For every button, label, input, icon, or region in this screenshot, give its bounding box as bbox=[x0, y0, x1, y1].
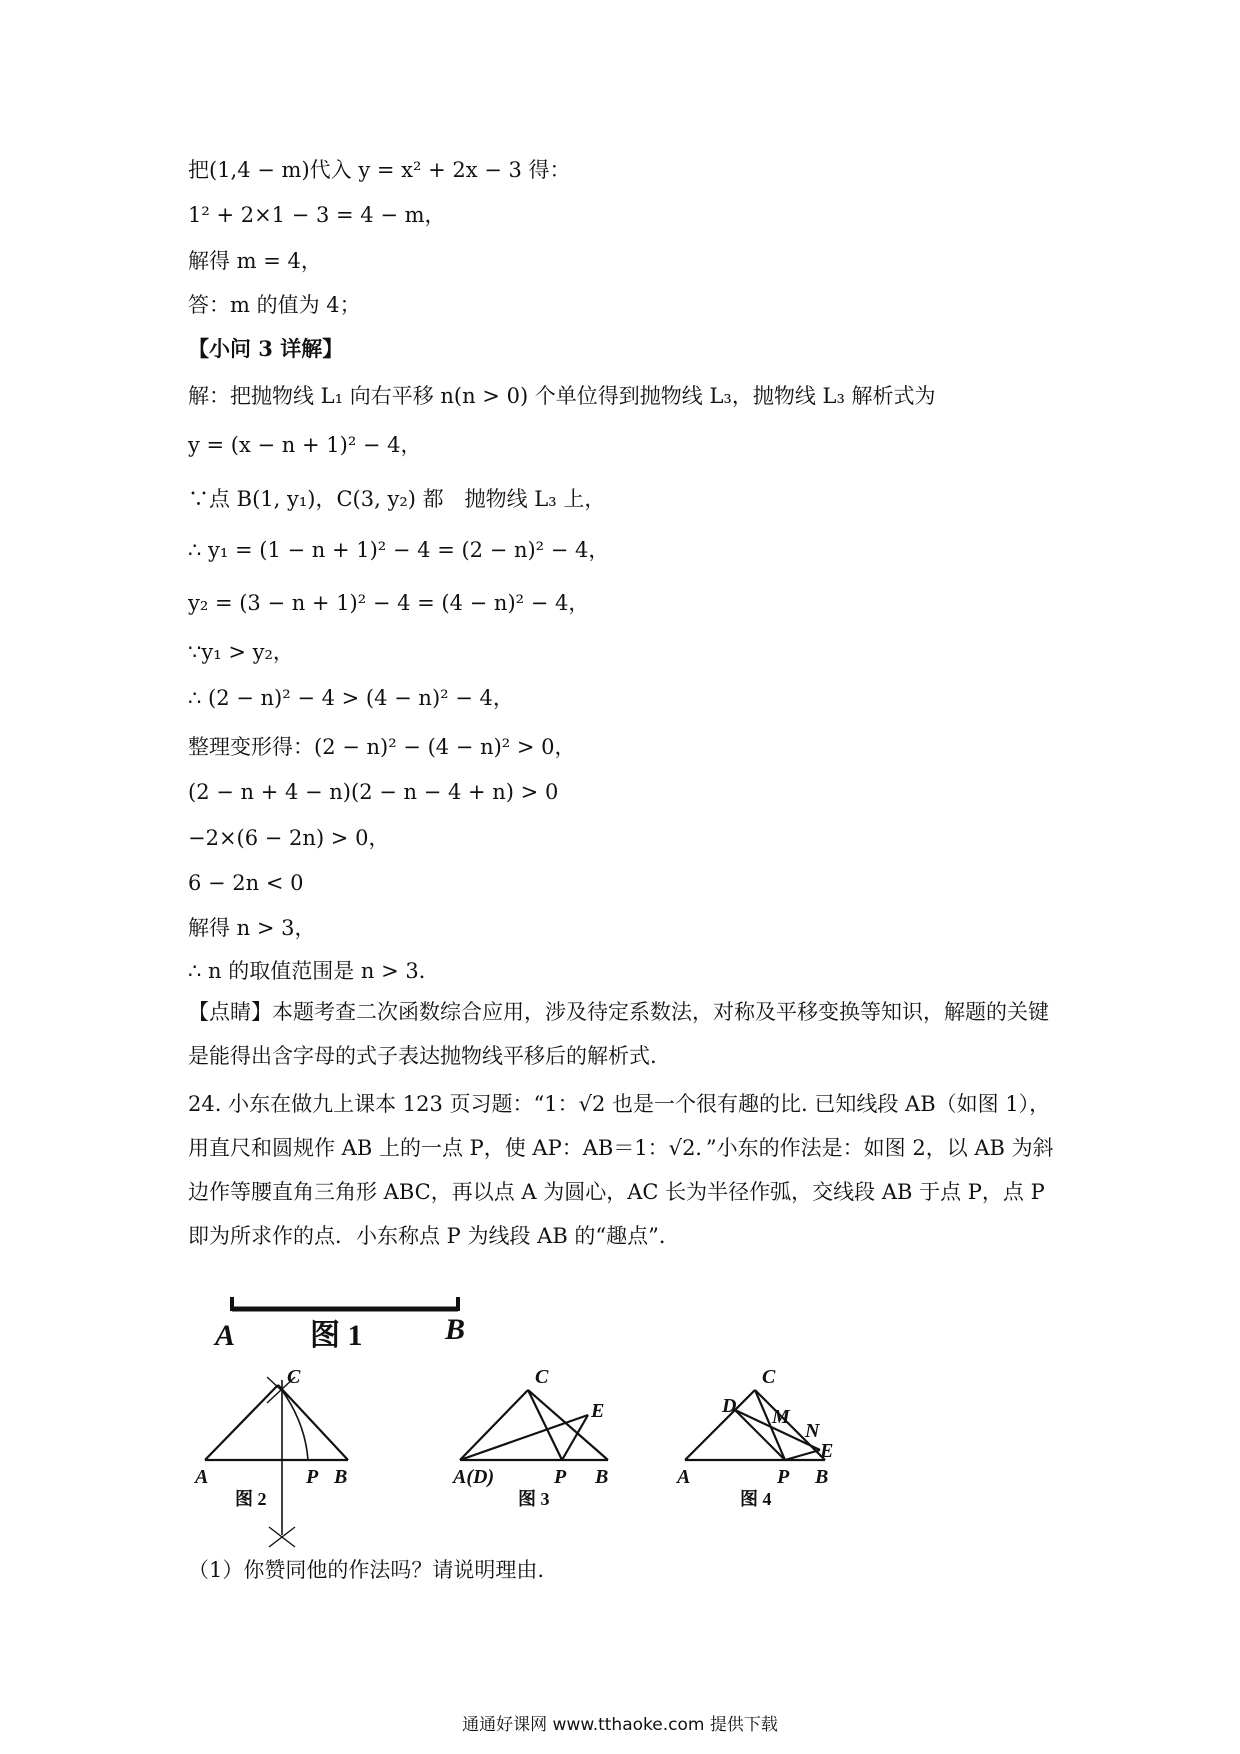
figures-svg bbox=[195, 1285, 915, 1545]
solution-line: 答：m 的值为 4； bbox=[188, 293, 361, 317]
solution-line: −2×(6 − 2n) > 0， bbox=[188, 826, 390, 850]
comment-paragraph: 【点睛】本题考查二次函数综合应用，涉及待定系数法，对称及平移变换等知识，解题的关键是能得出含字母的式子表达抛物线平移后的解析式. bbox=[188, 1000, 1049, 1068]
figure-4 bbox=[685, 1390, 825, 1460]
solution-line: 把(1,4 − m)代入 y = x² + 2x − 3 得： bbox=[188, 158, 571, 182]
solution-line: ∵y₁ > y₂， bbox=[188, 640, 294, 664]
solution-line: y = (x − n + 1)² − 4， bbox=[188, 433, 422, 457]
solution-line: 6 − 2n < 0 bbox=[188, 871, 304, 895]
fig4-label-p: P bbox=[777, 1466, 790, 1488]
figure-3 bbox=[460, 1390, 608, 1460]
fig3-label-b: B bbox=[595, 1466, 609, 1488]
fig4-label-c: C bbox=[762, 1366, 776, 1388]
fig4-label-a: A bbox=[677, 1466, 691, 1488]
fig4-label-e: E bbox=[820, 1440, 834, 1462]
fig2-label-p: P bbox=[306, 1466, 319, 1488]
solution-line: (2 − n + 4 − n)(2 − n − 4 + n) > 0 bbox=[188, 780, 559, 804]
fig2-label-c: C bbox=[287, 1366, 301, 1388]
solution-line: 整理变形得：(2 − n)² − (4 − n)² > 0， bbox=[188, 735, 576, 759]
fig2-label-b: B bbox=[334, 1466, 348, 1488]
fig4-caption: 图 4 bbox=[740, 1489, 772, 1509]
fig3-label-e: E bbox=[591, 1400, 605, 1422]
solution-line: y₂ = (3 − n + 1)² − 4 = (4 − n)² − 4， bbox=[188, 591, 590, 615]
figure-1 bbox=[232, 1297, 458, 1311]
figure-2 bbox=[205, 1377, 348, 1547]
fig4-label-n: N bbox=[805, 1420, 820, 1442]
solution-line: 解：把抛物线 L₁ 向右平移 n(n > 0) 个单位得到抛物线 L₃，抛物线 L₃ 解析式为 bbox=[188, 384, 936, 408]
figures-area bbox=[195, 1285, 915, 1545]
question-1: （1）你赞同他的作法吗？请说明理由. bbox=[188, 1558, 545, 1582]
solution-line: 1² + 2×1 − 3 = 4 − m， bbox=[188, 203, 446, 227]
solution-line: ∴ (2 − n)² − 4 > (4 − n)² − 4， bbox=[188, 686, 514, 710]
solution-line: ∴ y₁ = (1 − n + 1)² − 4 = (2 − n)² − 4， bbox=[188, 538, 610, 562]
fig3-caption: 图 3 bbox=[518, 1489, 550, 1509]
fig1-caption: 图 1 bbox=[310, 1319, 363, 1352]
fig3-label-ad: A(D) bbox=[453, 1466, 495, 1488]
fig1-label-a: A bbox=[215, 1319, 236, 1352]
fig4-label-m: M bbox=[772, 1406, 790, 1428]
fig3-label-c: C bbox=[535, 1366, 549, 1388]
solution-line: 解得 m = 4， bbox=[188, 249, 322, 273]
solution-line: ∵点 B(1, y₁)，C(3, y₂) 都 抛物线 L₃ 上， bbox=[188, 487, 606, 511]
fig3-label-p: P bbox=[554, 1466, 567, 1488]
fig1-label-b: B bbox=[445, 1313, 466, 1346]
problem-24-text: 24. 小东在做九上课本 123 页习题：“1：√2 也是一个很有趣的比. 已知线段 AB（如图 1），用直尺和圆规作 AB 上的一点 P，使 AP：AB＝1：√2．”小东的作法是：如图 2，以 AB 为斜边作等腰直角三角形 ABC，再以点 A 为圆心，AC 长为半径作弧，交线段 AB 于点 P，点 P 即为所求作的点．小东称点 P 为线段 AB 的“趣点”． bbox=[188, 1092, 1054, 1248]
fig2-label-a: A bbox=[195, 1466, 209, 1488]
fig2-caption: 图 2 bbox=[235, 1489, 267, 1509]
section-heading: 【小问 3 详解】 bbox=[188, 336, 344, 361]
solution-line: 解得 n > 3， bbox=[188, 916, 316, 940]
fig4-label-b: B bbox=[815, 1466, 829, 1488]
fig4-label-d: D bbox=[722, 1395, 737, 1417]
page-footer: 通通好课网 www.tthaoke.com 提供下载 bbox=[462, 1715, 778, 1735]
solution-line: ∴ n 的取值范围是 n > 3． bbox=[188, 959, 440, 983]
